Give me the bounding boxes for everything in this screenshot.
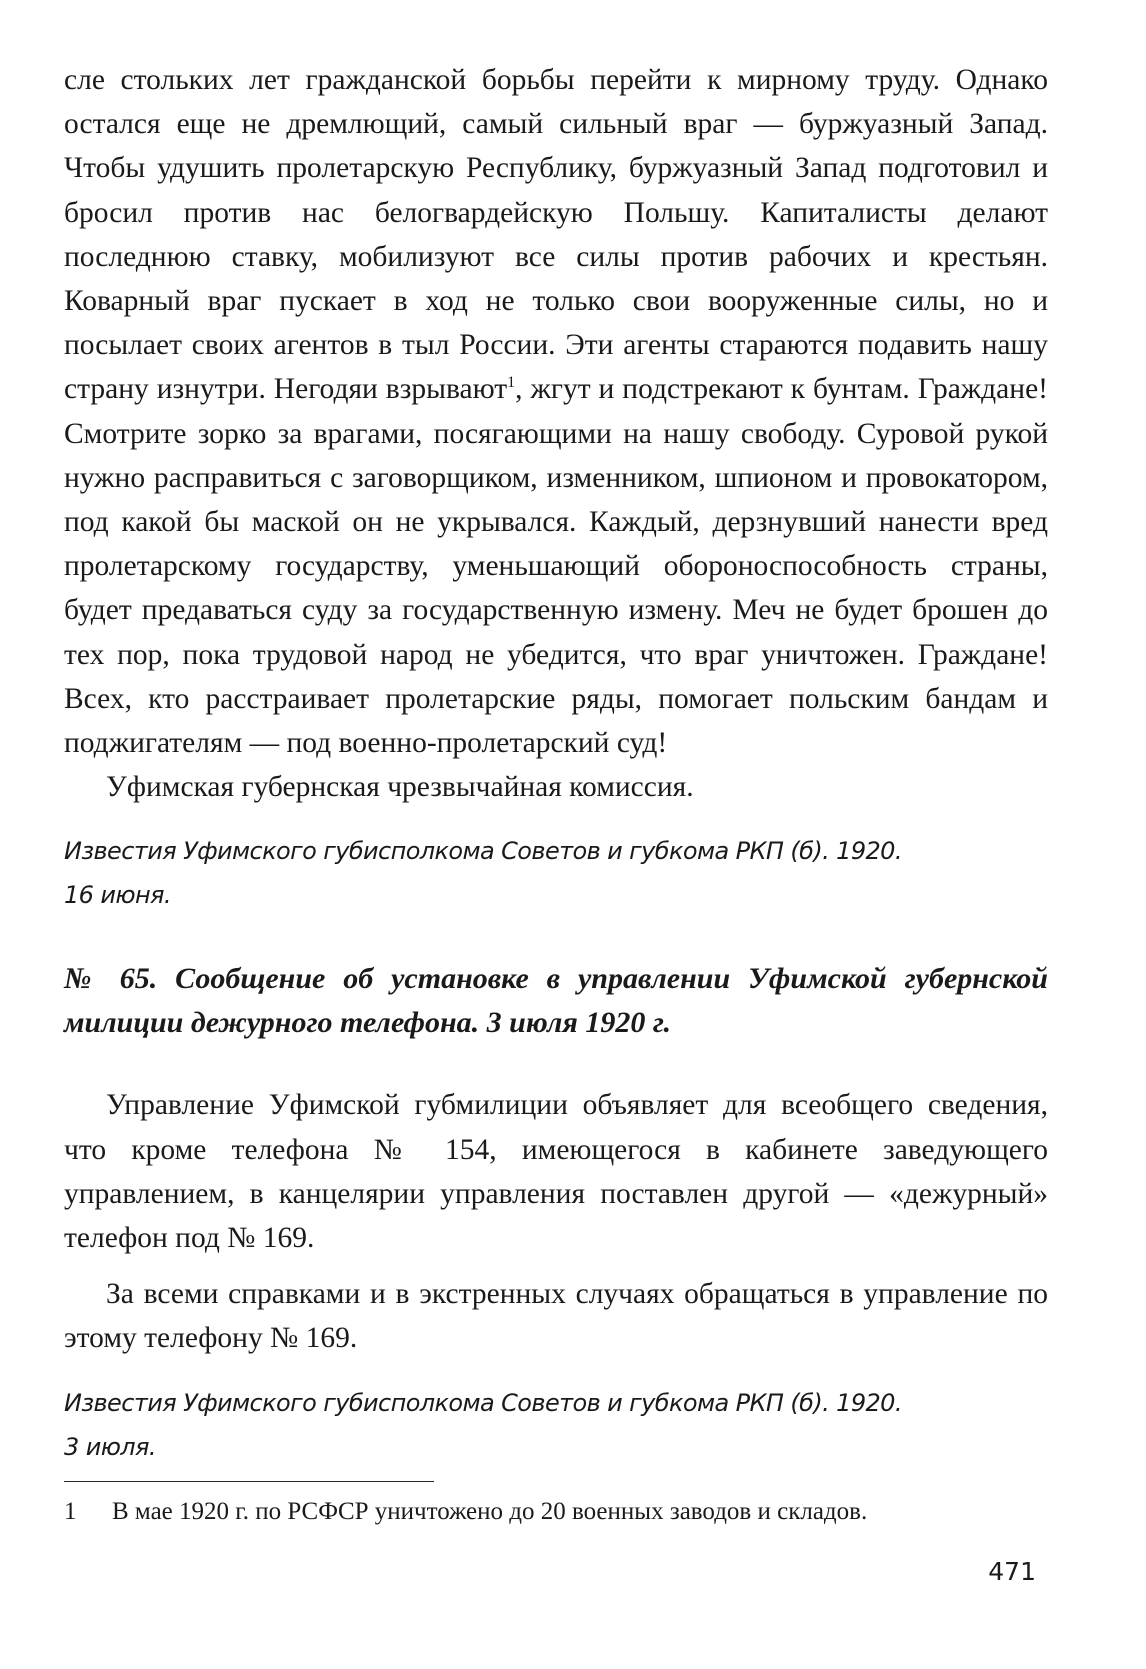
footnote-reference[interactable]: 1 bbox=[507, 374, 516, 392]
document-heading: № 65. Сообщение об установке в управлении Уфимской губернской милиции дежурного телефона. 3 июля 1920 г. bbox=[64, 962, 1048, 1040]
paragraph-appeal bbox=[64, 58, 1048, 765]
source-citation-2-line1: Известия Уфимского губисполкома Советов и губкома РКП (б). 1920. bbox=[64, 1388, 902, 1417]
appeal-text-part2: , жгут и подстрекают к бунтам. Граждане! Смотрите зорко за врагами, посягающими на нашу свободу. Суровой рукой нужно расправиться с заговорщиком, изменником, шпионом и провокатором, под какой бы маской он не укрывался. Каждый, дерзнувший нанести вред пролетарскому государству, уменьшающий обороноспособность страны, будет предаваться суду за государственную измену. Меч не будет брошен до тех пор, пока трудовой народ не убедится, что враг уничтожен. Граждане! Всех, кто расстраивает пролетарские ряды, помогает польским бандам и поджигателям — под военно-пролетарский суд! bbox=[64, 373, 1048, 760]
page-content bbox=[64, 58, 1048, 1469]
appeal-text-part1: сле стольких лет гражданской борьбы перейти к мирному труду. Однако остался еще не дремлющий, самый сильный враг — буржуазный Запад. Чтобы удушить пролетарскую Республику, буржуазный Запад подготовил и бросил против нас белогвардейскую Польшу. Капиталисты делают последнюю ставку, мобилизуют все силы против рабочих и крестьян. Коварный враг пускает в ход не только свои вооруженные силы, но и посылает своих агентов в тыл России. Эти агенты стараются подавить нашу страну изнутри. Негодяи взрывают bbox=[64, 64, 1048, 406]
source-citation-1-line2: 16 июня. bbox=[64, 881, 171, 910]
footnote-text: В мае 1920 г. по РСФСР уничтожено до 20 военных заводов и складов. bbox=[112, 1498, 868, 1525]
footnote bbox=[64, 1494, 1048, 1530]
source-citation-1-line1: Известия Уфимского губисполкома Советов и губкома РКП (б). 1920. bbox=[64, 837, 902, 866]
source-citation-2 bbox=[64, 1381, 964, 1469]
paragraph-announcement: Управление Уфимской губмилиции объявляет для всеобщего сведения, что кроме телефона № 154, имеющегося в кабинете заведующего управлением, в канцелярии управления поставлен другой — «дежурный» телефон под № 169. bbox=[64, 1089, 1048, 1255]
footnote-number: 1 bbox=[64, 1498, 77, 1525]
page-number: 471 bbox=[988, 1557, 1036, 1586]
signature: Уфимская губернская чрезвычайная комиссия. bbox=[106, 771, 694, 804]
source-citation-1 bbox=[64, 829, 964, 917]
source-citation-2-line2: 3 июля. bbox=[64, 1432, 156, 1461]
footnote-divider bbox=[64, 1481, 434, 1482]
paragraph-instructions: За всеми справками и в экстренных случаях обращаться в управление по этому телефону № 169. bbox=[64, 1278, 1048, 1355]
